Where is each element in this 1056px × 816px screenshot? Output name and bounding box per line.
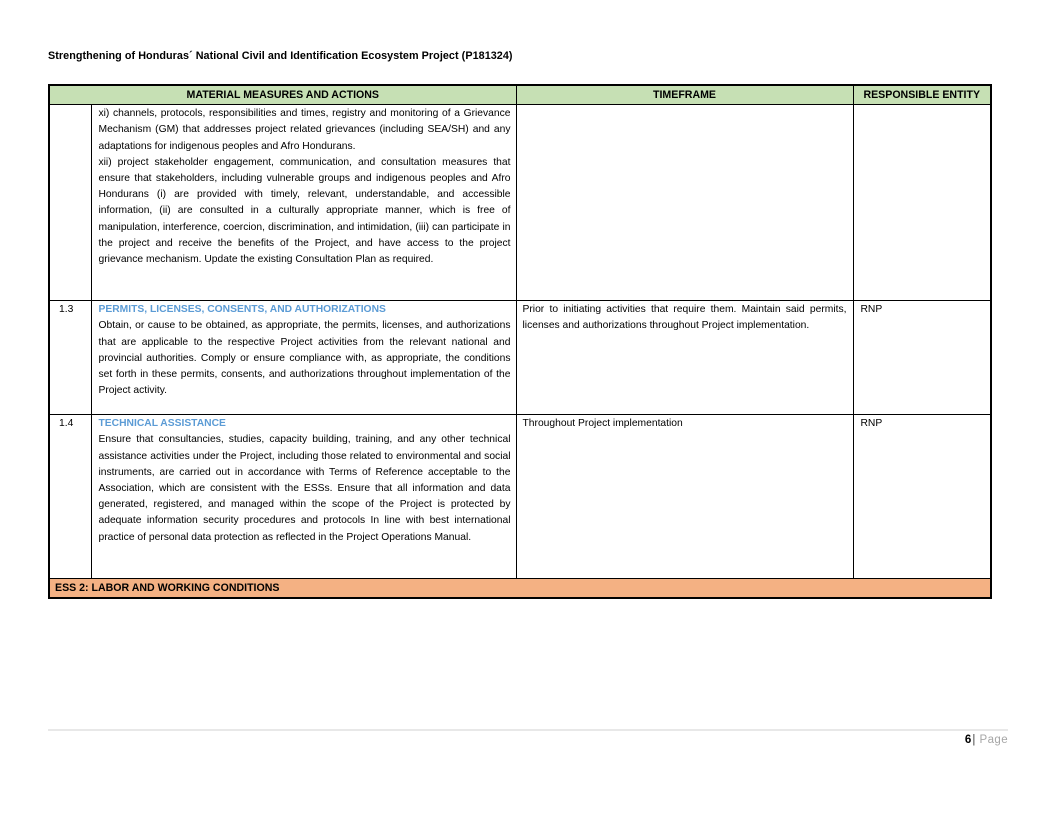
- section-header-row: [49, 579, 991, 599]
- responsible-entity-cell: RNP: [853, 301, 991, 415]
- footer-rule: [48, 729, 1008, 731]
- header-timeframe: TIMEFRAME: [516, 85, 853, 105]
- row-number-cell: 1.3: [49, 301, 91, 415]
- header-responsible-entity: RESPONSIBLE ENTITY: [853, 85, 991, 105]
- table-row: [49, 415, 991, 579]
- row-number-cell: [49, 105, 91, 301]
- table-row: [49, 301, 991, 415]
- row-number-cell: 1.4: [49, 415, 91, 579]
- measure-paragraph: xi) channels, protocols, responsibilities and times, registry and monitoring of a Grievance Mechanism (GM) that addresses project related grievances (including SEA/SH) and any adaptations for indigenous peoples and Afro Hondurans.: [98, 108, 511, 152]
- responsible-entity-cell: [853, 105, 991, 301]
- responsible-entity-cell: RNP: [853, 415, 991, 579]
- timeframe-cell: Throughout Project implementation: [516, 415, 853, 579]
- table-row: [49, 105, 991, 301]
- measure-paragraph: Ensure that consultancies, studies, capacity building, training, and any other technical assistance activities under the Project, including those related to environmental and social instruments, are carried out in accordance with Terms of Reference acceptable to the Association, which are consistent with the ESSs. Ensure that all information and data generated, registered, and managed within the scope of the Project is protected by adequate information security procedures and protocols In line with best international practice of personal data protection as reflected in the Project Operations Manual.: [98, 434, 511, 543]
- page-number: 6: [964, 734, 972, 746]
- measures-table: [48, 84, 992, 599]
- measure-heading: TECHNICAL ASSISTANCE: [98, 418, 226, 430]
- timeframe-cell: Prior to initiating activities that require them. Maintain said permits, licenses and authorizations throughout Project implementation.: [516, 301, 853, 415]
- measures-cell: [91, 105, 516, 301]
- section-header-cell: ESS 2: LABOR AND WORKING CONDITIONS: [49, 579, 991, 599]
- table-header-row: [49, 85, 991, 105]
- footer-page-label: Page: [979, 734, 1008, 746]
- header-material-measures: MATERIAL MEASURES AND ACTIONS: [49, 85, 516, 105]
- page-title: Strengthening of Honduras´ National Civil and Identification Ecosystem Project (P181324): [48, 50, 513, 62]
- measure-paragraph: xii) project stakeholder engagement, communication, and consultation measures that ensure that stakeholders, including vulnerable groups and indigenous peoples and Afro Hondurans (i) are provided with timely, relevant, understandable, and accessible information, (ii) are consulted in a culturally appropriate manner, which is free of manipulation, interference, coercion, discrimination, and intimidation, (iii) can participate in the project and receive the benefits of the Project, and have access to the project grievance mechanism. Update the existing Consultation Plan as required.: [98, 156, 511, 266]
- measure-paragraph: Obtain, or cause to be obtained, as appropriate, the permits, licenses, and authorizations that are applicable to the respective Project activities from the relevant national and provincial authorities. Comply or ensure compliance with, as appropriate, the conditions set forth in these permits, consents, and authorizations throughout implementation of the Project activity.: [98, 320, 511, 397]
- measures-cell: [91, 415, 516, 579]
- timeframe-cell: [516, 105, 853, 301]
- footer-separator: |: [972, 734, 976, 746]
- measure-heading: PERMITS, LICENSES, CONSENTS, AND AUTHORIZATIONS: [98, 304, 386, 316]
- page-footer: [965, 734, 1008, 746]
- measures-cell: [91, 301, 516, 415]
